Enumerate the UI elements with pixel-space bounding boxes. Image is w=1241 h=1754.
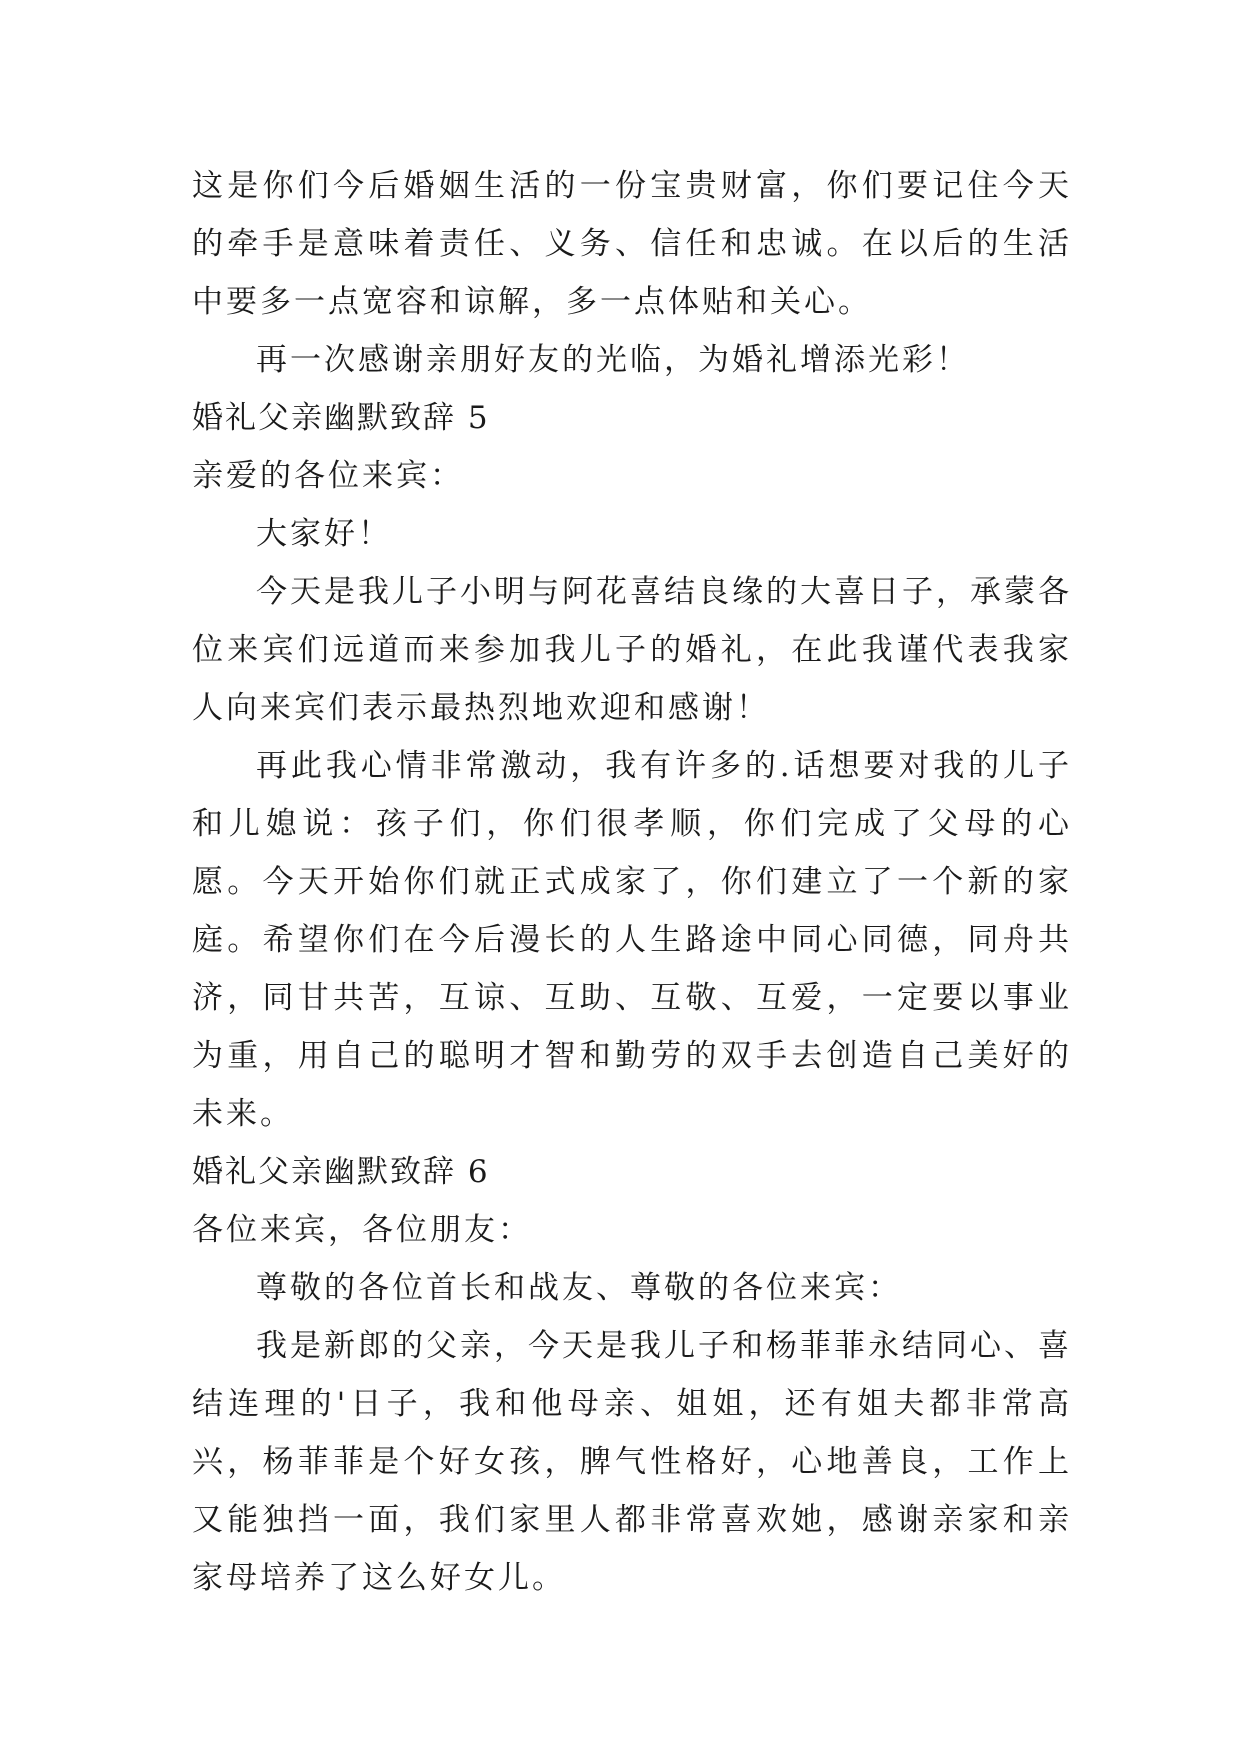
paragraph-6-1: 我是新郎的父亲，今天是我儿子和杨菲菲永结同心、喜结连理的'日子，我和他母亲、姐姐，还有姐夫都非常高兴，杨菲菲是个好女孩，脾气性格好，心地善良，工作上又能独挡一面，我们家里人都非常喜欢她，感谢亲家和亲家母培养了这么好女儿。 — [192, 1328, 1072, 1596]
greeting-5: 大家好！ — [256, 516, 392, 552]
section-heading-6: 婚礼父亲幽默致辞 6 — [192, 1154, 490, 1190]
paragraph-1: 这是你们今后婚姻生活的一份宝贵财富，你们要记住今天的牵手是意味着责任、义务、信任和忠诚。在以后的生活中要多一点宽容和谅解，多一点体贴和关心。 — [192, 168, 1072, 320]
paragraph-2: 再一次感谢亲朋好友的光临，为婚礼增添光彩！ — [256, 342, 970, 378]
salutation-5: 亲爱的各位来宾： — [192, 458, 464, 494]
salutation-6: 各位来宾，各位朋友： — [192, 1212, 532, 1248]
greeting-6: 尊敬的各位首长和战友、尊敬的各位来宾： — [256, 1270, 902, 1306]
document-body — [192, 157, 1072, 1607]
section-heading-5: 婚礼父亲幽默致辞 5 — [192, 400, 490, 436]
paragraph-5-2: 再此我心情非常激动，我有许多的.话想要对我的儿子和儿媳说：孩子们，你们很孝顺，你们完成了父母的心愿。今天开始你们就正式成家了，你们建立了一个新的家庭。希望你们在今后漫长的人生路途中同心同德，同舟共济，同甘共苦，互谅、互助、互敬、互爱，一定要以事业为重，用自己的聪明才智和勤劳的双手去创造自己美好的未来。 — [192, 748, 1072, 1132]
paragraph-5-1: 今天是我儿子小明与阿花喜结良缘的大喜日子，承蒙各位来宾们远道而来参加我儿子的婚礼，在此我谨代表我家人向来宾们表示最热烈地欢迎和感谢！ — [192, 574, 1072, 726]
